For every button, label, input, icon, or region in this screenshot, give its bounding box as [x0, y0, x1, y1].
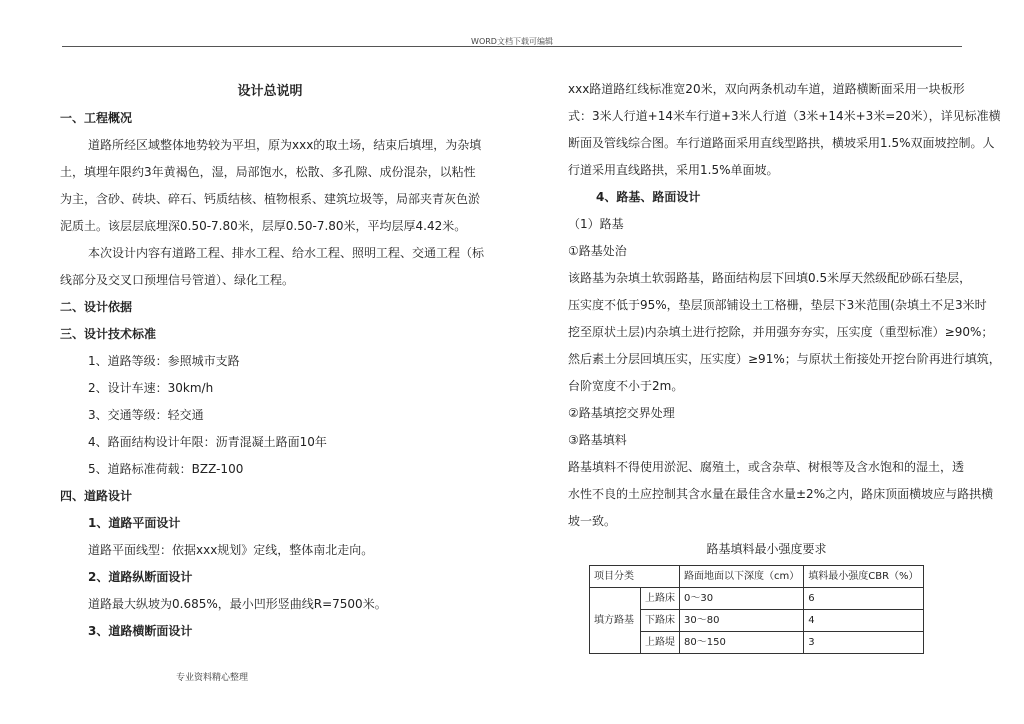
section-1-paragraph-1 [60, 132, 480, 240]
tech-standards-list [60, 348, 480, 483]
subgrade-subheading: （1）路基 [568, 217, 624, 231]
table-caption: 路基填料最小强度要求 [706, 542, 827, 556]
subsection-4-2-heading: 2、道路纵断面设计 [88, 570, 193, 584]
fill-strength-table [589, 565, 924, 654]
subgrade-treatment-heading: ①路基处治 [568, 244, 627, 258]
subgrade-treatment-paragraph [568, 265, 1001, 400]
table-header-row [590, 566, 924, 588]
paragraph-line: 挖至原状土层)内杂填土进行挖除，并用强夯夯实，压实度（重型标准）≥90%； [568, 325, 994, 339]
list-item: 2、设计车速：30km/h [88, 381, 214, 395]
cross-section-paragraph [568, 76, 1001, 184]
table-row [590, 632, 924, 654]
paragraph-line: 道路所经区域整体地势较为平坦，原为xxx的取土场，结束后填埋，为杂填 [88, 138, 482, 152]
list-item: 5、道路标准荷载：BZZ-100 [88, 462, 244, 476]
page-header: WORD文档下载可编辑 [471, 37, 553, 46]
paragraph-line: 然后素土分层回填压实，压实度）≥91%；与原状土衔接处开挖台阶再进行填筑， [568, 352, 1001, 366]
paragraph-line: 式：3米人行道+14米车行道+3米人行道（3米+14米+3米=20米），详见标准横 [568, 109, 1001, 123]
paragraph-line: 本次设计内容有道路工程、排水工程、给水工程、照明工程、交通工程（标 [88, 246, 485, 260]
paragraph-line: 泥质土。该层层底埋深0.50-7.80米，层厚0.50-7.80米，平均层厚4.42米。 [60, 219, 467, 233]
table-cell: 4 [804, 610, 923, 632]
paragraph-line: xxx路道路红线标准宽20米，双向两条机动车道，道路横断面采用一块板形 [568, 82, 965, 96]
table-header-cell: 路面地面以下深度（cm） [680, 566, 804, 588]
subsection-4-2-text: 道路最大纵坡为0.685%，最小凹形竖曲线R=7500米。 [88, 597, 387, 611]
table-cell: 30～80 [680, 610, 804, 632]
section-4-heading: 四、道路设计 [60, 489, 133, 503]
subsection-4-3-heading: 3、道路横断面设计 [88, 624, 193, 638]
header-divider [62, 46, 962, 47]
left-column [60, 76, 485, 645]
table-cell: 3 [804, 632, 923, 654]
cut-fill-boundary-heading: ②路基填挖交界处理 [568, 406, 675, 420]
table-cell: 下路床 [641, 610, 680, 632]
table-header-cell: 项目分类 [590, 566, 680, 588]
table-group-cell: 填方路基 [590, 588, 641, 654]
paragraph-line: 行道采用直线路拱，采用1.5%单面坡。 [568, 163, 779, 177]
paragraph-line: 坡一致。 [568, 514, 617, 528]
paragraph-line: 土，填埋年限约3年黄褐色，湿，局部饱水，松散、多孔隙、成份混杂，以粘性 [60, 165, 476, 179]
section-2-heading: 二、设计依据 [60, 300, 133, 314]
table-cell: 0～30 [680, 588, 804, 610]
paragraph-line: 压实度不低于95%，垫层顶部铺设土工格栅，垫层下3米范围(杂填土不足3米时 [568, 298, 987, 312]
paragraph-line: 该路基为杂填土软弱路基，路面结构层下回填0.5米厚天然级配砂砾石垫层， [568, 271, 972, 285]
list-item: 3、交通等级：轻交通 [88, 408, 204, 422]
table-cell: 6 [804, 588, 923, 610]
subgrade-fill-paragraph [568, 454, 994, 535]
paragraph-line: 为主，含砂、砖块、碎石、钙质结核、植物根系、建筑垃圾等，局部夹青灰色淤 [60, 192, 481, 206]
section-1-paragraph-2 [60, 240, 485, 294]
table-row [590, 588, 924, 610]
subsection-4-1-heading: 1、道路平面设计 [88, 516, 181, 530]
paragraph-line: 线部分及交叉口预埋信号管道）、绿化工程。 [60, 273, 295, 287]
paragraph-line: 水性不良的土应控制其含水量在最佳含水量±2%之内，路床顶面横坡应与路拱横 [568, 487, 994, 501]
paragraph-line: 断面及管线综合图。车行道路面采用直线型路拱，横坡采用1.5%双面坡控制。人 [568, 136, 995, 150]
table-header-cell: 填料最小强度CBR（%） [804, 566, 923, 588]
right-column [568, 76, 1001, 654]
paragraph-line: 台阶宽度不小于2m。 [568, 379, 684, 393]
section-1-heading: 一、工程概况 [60, 111, 133, 125]
document-title: 设计总说明 [237, 84, 303, 99]
page-footer: 专业资料精心整理 [176, 673, 249, 683]
list-item: 4、路面结构设计年限：沥青混凝土路面10年 [88, 435, 327, 449]
table-row [590, 610, 924, 632]
list-item: 1、道路等级：参照城市支路 [88, 354, 240, 368]
paragraph-line: 路基填料不得使用淤泥、腐殖土，或含杂草、树根等及含水饱和的湿土，透 [568, 460, 965, 474]
table-cell: 上路床 [641, 588, 680, 610]
subsection-4-4-heading: 4、路基、路面设计 [596, 190, 701, 204]
table-cell: 80～150 [680, 632, 804, 654]
section-3-heading: 三、设计技术标准 [60, 327, 157, 341]
table-cell: 上路堤 [641, 632, 680, 654]
subsection-4-1-text: 道路平面线型：依据xxx规划》定线，整体南北走向。 [88, 543, 374, 557]
subgrade-fill-heading: ③路基填料 [568, 433, 627, 447]
